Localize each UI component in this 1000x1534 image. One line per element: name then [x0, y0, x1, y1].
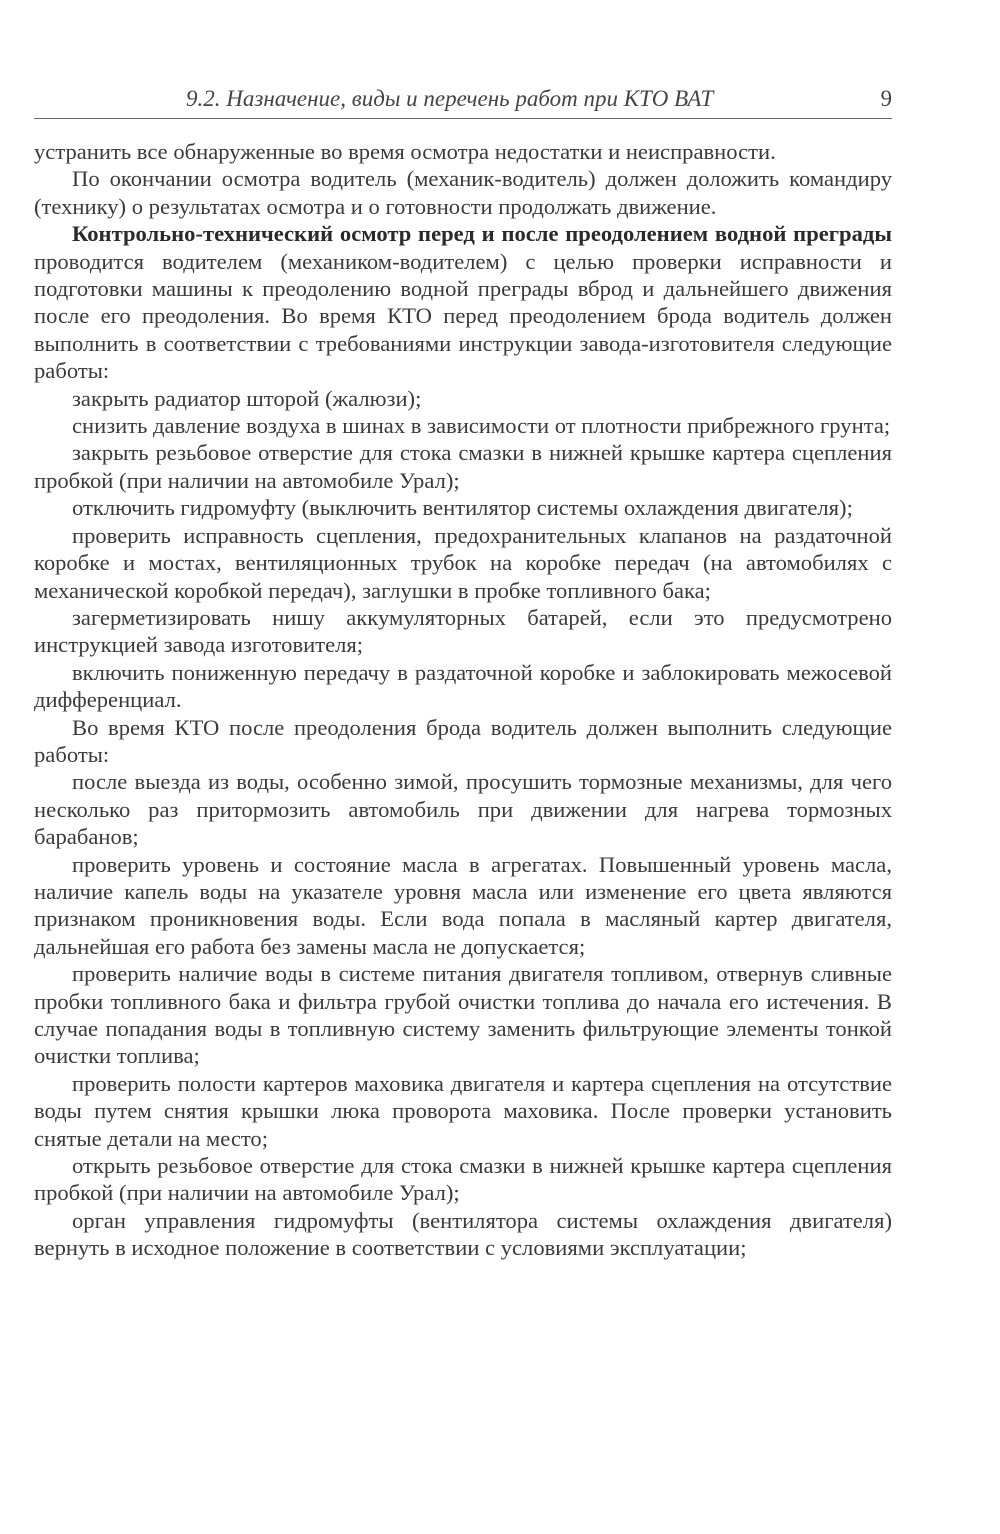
list-item	[34, 960, 892, 1070]
list-item-text: закрыть радиатор шторой (жалюзи);	[72, 385, 422, 411]
list-item	[34, 522, 892, 604]
list-item	[34, 439, 892, 494]
list-item	[34, 494, 892, 521]
list-item	[34, 659, 892, 714]
header-title: 9.2. Назначение, виды и перечень работ при КТО ВАТ	[186, 86, 714, 111]
list-item	[34, 412, 892, 439]
paragraph-text: проводится водителем (механиком-водителем) с целью проверки исправности и подготовки машины к преодолению водной преграды вброд и дальнейшего движения после его преодоления. Во время КТО перед преодолением брода водитель должен выполнить в соответствии с требованиями инструкции завода-изготовителя следующие работы:	[34, 248, 892, 384]
list-item	[34, 768, 892, 850]
paragraph	[34, 220, 892, 384]
paragraph	[34, 165, 892, 220]
running-header	[34, 84, 892, 119]
list-item	[34, 1152, 892, 1207]
list-item-text: снизить давление воздуха в шинах в зависимости от плотности прибрежного грунта;	[72, 413, 891, 439]
list-item	[34, 1070, 892, 1152]
list-item	[34, 604, 892, 659]
list-item-text: проверить наличие воды в системе питания двигателя топливом, отвернув сливные пробки топливного бака и фильтра грубой очистки топлива до начала его истечения. В случае попадания воды в топливную систему заменить фильтрующие элементы тонкой очистки топлива;	[34, 961, 892, 1069]
paragraph-text: устранить все обнаруженные во время осмотра недостатки и неисправности.	[34, 139, 776, 164]
list-item-text: орган управления гидромуфты (вентилятора системы охлаждения двигателя) вернуть в исходное положение в соответствии с условиями эксплуатации;	[34, 1207, 892, 1261]
list-item-text: проверить уровень и состояние масла в агрегатах. Повышенный уровень масла, наличие капель воды на указателе уровня масла или изменение его цвета являются признаком проникновения воды. Если вода попала в масляный картер двигателя, дальнейшая его работа без замены масла не допускается;	[34, 851, 892, 959]
list-item	[34, 851, 892, 961]
paragraph-text: Во время КТО после преодоления брода водитель должен выполнить следующие работы:	[34, 714, 892, 767]
bold-term: Контрольно-технический осмотр перед и после преодолением водной преграды	[72, 221, 892, 247]
paragraph	[34, 138, 892, 165]
list-item-text: включить пониженную передачу в раздаточной коробке и заблокировать межосевой дифференциал.	[34, 659, 892, 713]
body-text	[34, 138, 892, 1262]
paragraph-text: По окончании осмотра водитель (механик-водитель) должен доложить командиру (технику) о результатах осмотра и о готовности продолжать движение.	[34, 166, 892, 219]
list-item	[34, 1207, 892, 1262]
list-item-text: закрыть резьбовое отверстие для стока смазки в нижней крышке картера сцепления пробкой (при наличии на автомобиле Урал);	[34, 440, 892, 493]
list-item-text: проверить полости картеров маховика двигателя и картера сцепления на отсутствие воды путем снятия крышки люка проворота маховика. После проверки установить снятые детали на место;	[34, 1070, 892, 1151]
list-item-text: отключить гидромуфту (выключить вентилятор системы охлаждения двигателя);	[72, 495, 853, 521]
paragraph	[34, 714, 892, 769]
list-item-text: загерметизировать нишу аккумуляторных батарей, если это предусмотрено инструкцией завода изготовителя;	[34, 604, 892, 658]
page-number: 9	[880, 86, 892, 111]
list-item-text: открыть резьбовое отверстие для стока смазки в нижней крышке картера сцепления пробкой (при наличии на автомобиле Урал);	[34, 1153, 892, 1206]
list-item-text: после выезда из воды, особенно зимой, просушить тормозные механизмы, для чего несколько раз притормозить автомобиль при движении для нагрева тормозных барабанов;	[34, 769, 892, 850]
list-item	[34, 385, 892, 412]
list-item-text: проверить исправность сцепления, предохранительных клапанов на раздаточной коробке и мостах, вентиляционных трубок на коробке передач (на автомобилях с механической коробкой передач), заглушки в пробке топливного бака;	[34, 522, 892, 603]
